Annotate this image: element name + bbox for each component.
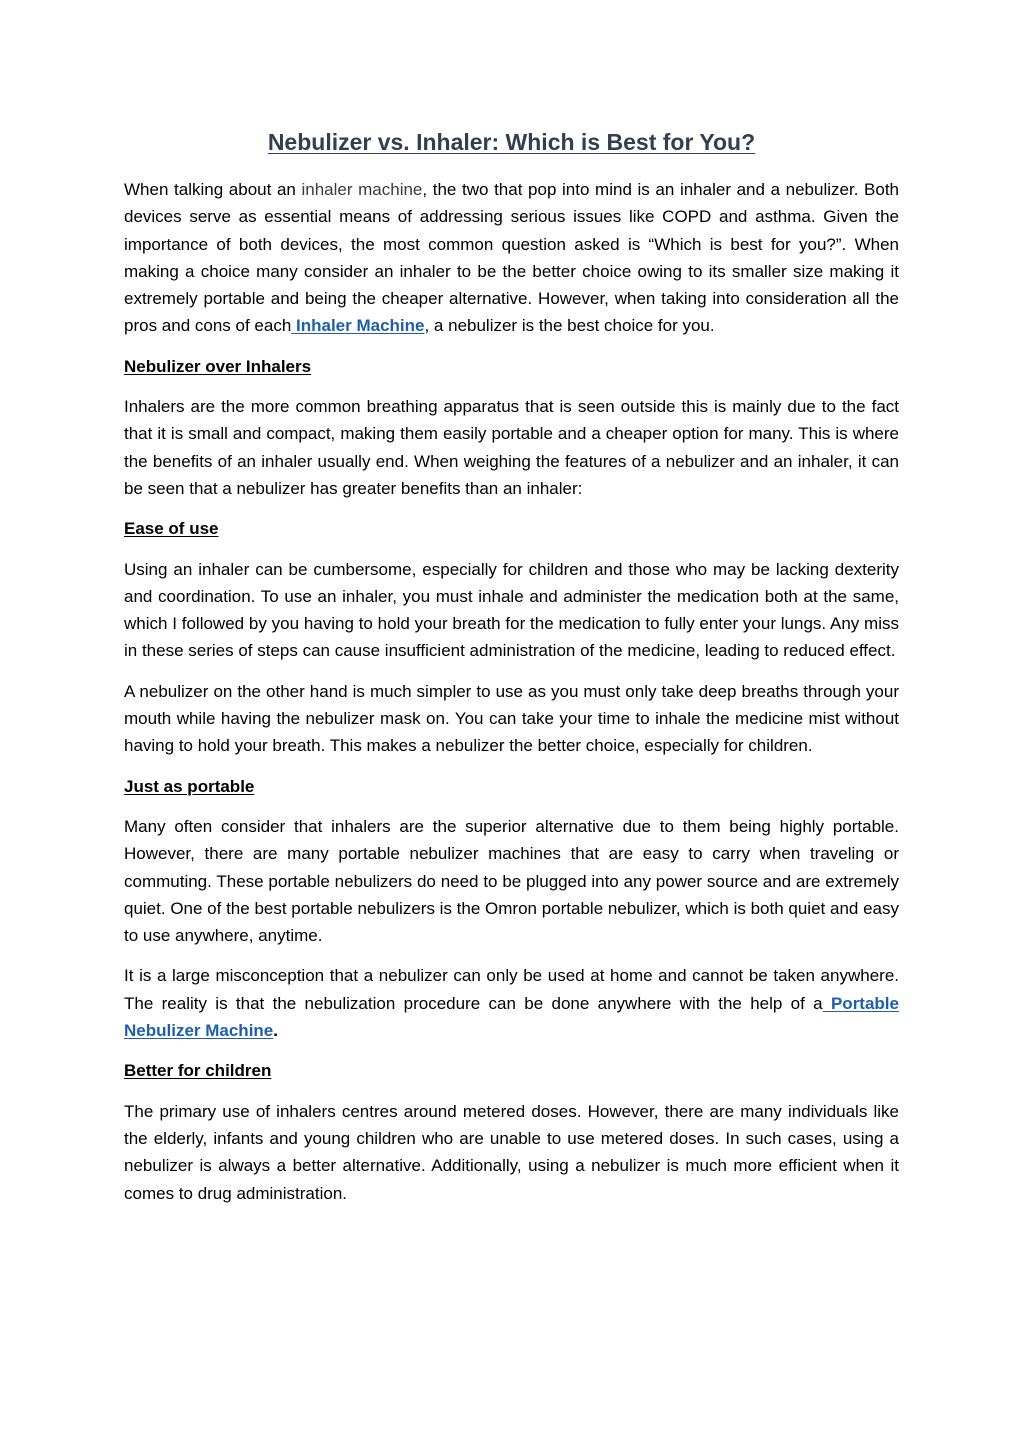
inhaler-machine-link[interactable]: Inhaler Machine <box>291 316 425 336</box>
paragraph-ease-of-use-1: Using an inhaler can be cumbersome, especially for children and those who may be lacking dexterity and coordination. To use an inhaler, you must inhale and administer the medication both at the same, which I followed by you having to hold your breath for the medication to fully enter your lungs. Any miss in these series of steps can cause insufficient administration of the medicine, leading to reduced effect. <box>124 559 899 661</box>
portable-nebulizer-machine-link[interactable]: Portable Nebulizer Machine <box>124 993 899 1041</box>
page-title: Nebulizer vs. Inhaler: Which is Best for You? <box>267 129 756 155</box>
paragraph-better-for-children: The primary use of inhalers centres around metered doses. However, there are many individuals like the elderly, infants and young children who are unable to use metered doses. In such cases, using a nebulizer is always a better alternative. Additionally, using a nebulizer is much more efficient when it comes to drug administration. <box>124 1101 899 1203</box>
heading-nebulizer-over-inhalers: Nebulizer over Inhalers <box>124 356 312 376</box>
heading-better-for-children: Better for children <box>124 1061 272 1081</box>
intro-text-3: , a nebulizer is the best choice for you. <box>424 316 715 336</box>
portable-text-before: It is a large misconception that a nebulizer can only be used at home and cannot be taken anywhere. The reality is that the nebulization procedure can be done anywhere with the help of a <box>124 966 899 1013</box>
intro-text-1: When talking about an <box>124 180 302 199</box>
document-page <box>124 128 899 1220</box>
portable-text-after: . <box>273 1021 278 1041</box>
paragraph-ease-of-use-2: A nebulizer on the other hand is much simpler to use as you must only take deep breaths through your mouth while having the nebulizer mask on. You can take your time to inhale the medicine mist without having to hold your breath. This makes a nebulizer the better choice, especially for children. <box>124 681 899 756</box>
intro-inline-term: inhaler machine <box>301 180 423 199</box>
intro-text-2: , the two that pop into mind is an inhaler and a nebulizer. Both devices serve as essential means of addressing serious issues like COPD and asthma. Given the importance of both devices, the most common question asked is “Which is best for you?”. When making a choice many consider an inhaler to be the better choice owing to its smaller size making it extremely portable and being the cheaper alternative. However, when taking into consideration all the pros and cons of each <box>124 180 900 336</box>
paragraph-nebulizer-over-inhalers: Inhalers are the more common breathing apparatus that is seen outside this is mainly due to the fact that it is small and compact, making them easily portable and a cheaper option for many. This is where the benefits of an inhaler usually end. When weighing the features of a nebulizer and an inhaler, it can be seen that a nebulizer has greater benefits than an inhaler: <box>124 397 899 498</box>
paragraph-just-as-portable-2 <box>124 962 899 1044</box>
heading-just-as-portable: Just as portable <box>124 776 255 796</box>
intro-paragraph <box>124 176 899 340</box>
paragraph-just-as-portable-1: Many often consider that inhalers are the superior alternative due to them being highly portable. However, there are many portable nebulizer machines that are easy to carry when traveling or commuting. These portable nebulizers do need to be plugged into any power source and are extremely quiet. One of the best portable nebulizers is the Omron portable nebulizer, which is both quiet and easy to use anywhere, anytime. <box>124 816 899 946</box>
heading-ease-of-use: Ease of use <box>124 519 219 539</box>
